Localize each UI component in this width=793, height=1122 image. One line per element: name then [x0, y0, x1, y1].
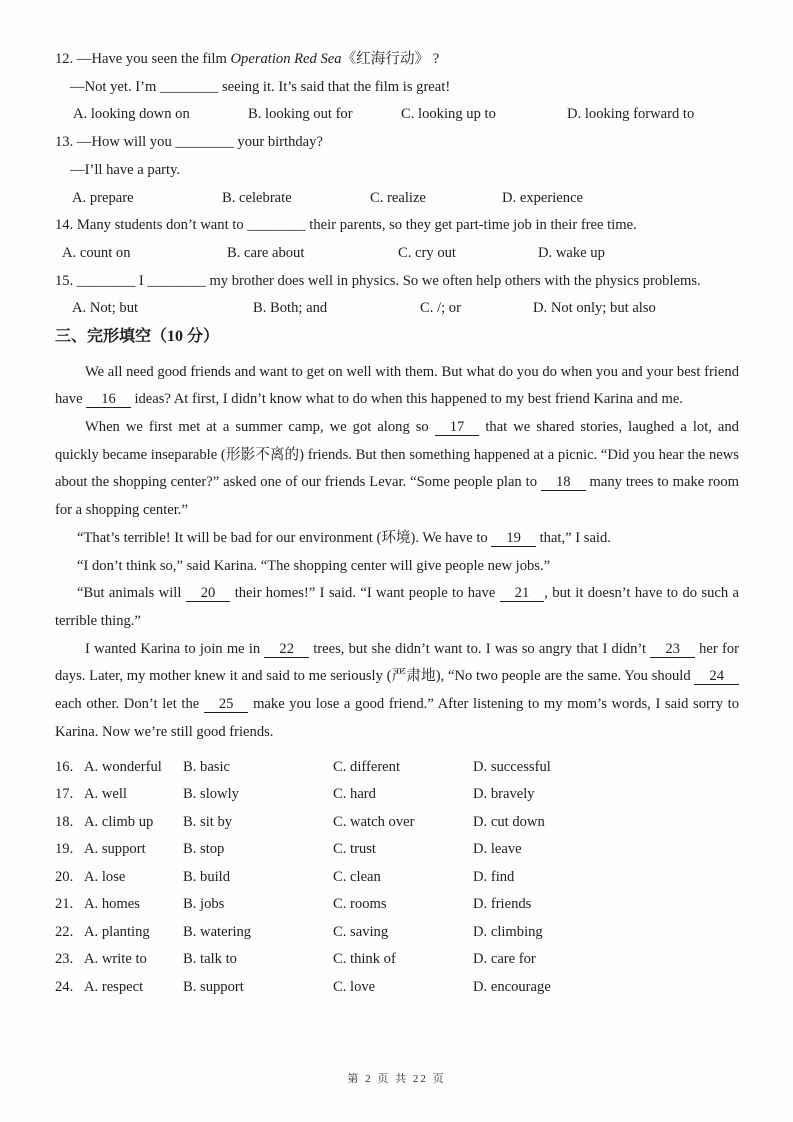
row-17-number: 17.	[55, 786, 74, 803]
blank-21: 21	[500, 585, 545, 602]
question-15-options	[55, 295, 739, 323]
q13-option-d: D. experience	[502, 189, 584, 206]
row-19-option-a: A. support	[84, 841, 146, 858]
blank-17: 17	[435, 419, 480, 436]
row-19-option-d: D. leave	[473, 841, 522, 858]
row-17-option-a: A. well	[84, 786, 127, 803]
cloze-options-row-18	[55, 809, 739, 837]
p5-text-2: their homes!” I said. “I want people to have	[230, 585, 500, 602]
row-23-option-c: C. think of	[333, 951, 396, 968]
row-23-option-b: B. talk to	[183, 951, 237, 968]
row-20-option-d: D. find	[473, 868, 515, 885]
row-24-option-c: C. love	[333, 978, 376, 995]
row-18-option-d: D. cut down	[473, 813, 545, 830]
cloze-paragraph-6	[55, 636, 739, 747]
blank-20: 20	[186, 585, 231, 602]
q15-option-d: D. Not only; but also	[533, 300, 656, 317]
q13-option-b: B. celebrate	[222, 189, 292, 206]
p1-text-1: We all need good friends and want to get on well with them. But what do you do when you and your best friend have	[55, 363, 739, 408]
cloze-options-row-19	[55, 836, 739, 864]
page-number-footer: 第 2 页 共 22 页	[347, 1073, 446, 1085]
p3-text-2: that,” I said.	[535, 529, 611, 546]
q12-option-c: C. looking up to	[401, 106, 496, 123]
row-20-option-b: B. build	[183, 868, 231, 885]
row-16-number: 16.	[55, 758, 74, 775]
q14-option-d: D. wake up	[538, 244, 605, 261]
row-20-option-c: C. clean	[333, 868, 381, 885]
q12-stem-text: 12. —Have you seen the film	[55, 51, 231, 67]
q12-stem-chinese-title: 《红海行动》 ?	[341, 51, 440, 67]
row-16-option-c: C. different	[333, 758, 401, 775]
row-19-option-c: C. trust	[333, 841, 376, 858]
row-21-option-d: D. friends	[473, 896, 532, 913]
q15-option-c: C. /; or	[420, 300, 461, 317]
cloze-section-title: 三、完形填空（10 分）	[55, 327, 220, 345]
p4-text-1: “I don’t think so,” said Karina. “The shopping center will give people new jobs.”	[77, 557, 551, 574]
p2-text-1: When we first met at a summer camp, we got along so	[85, 419, 435, 436]
blank-24: 24	[694, 668, 739, 685]
row-24-option-b: B. support	[183, 978, 244, 995]
q12-option-a: A. looking down on	[73, 106, 190, 123]
row-16-option-d: D. successful	[473, 758, 551, 775]
cloze-paragraph-4	[55, 553, 739, 581]
question-13-stem: 13. —How will you ________ your birthday?	[55, 134, 323, 151]
q14-option-b: B. care about	[227, 244, 305, 261]
row-16-option-a: A. wonderful	[84, 758, 162, 775]
row-22-option-a: A. planting	[84, 923, 150, 940]
row-16-option-b: B. basic	[183, 758, 231, 775]
p6-text-4: each other. Don’t let the	[55, 696, 204, 713]
cloze-paragraph-2	[55, 414, 739, 525]
cloze-options-row-17	[55, 781, 739, 809]
question-12-reply: —Not yet. I’m ________ seeing it. It’s said that the film is great!	[70, 78, 451, 95]
question-13-reply: —I’ll have a party.	[70, 161, 181, 178]
row-18-option-b: B. sit by	[183, 813, 233, 830]
cloze-paragraph-3	[55, 525, 739, 553]
q14-option-c: C. cry out	[398, 244, 456, 261]
row-21-option-b: B. jobs	[183, 896, 225, 913]
row-18-option-c: C. watch over	[333, 813, 415, 830]
row-17-option-c: C. hard	[333, 786, 376, 803]
q12-option-d: D. looking forward to	[567, 106, 695, 123]
row-20-number: 20.	[55, 868, 74, 885]
question-15-stem: 15. ________ I ________ my brother does well in physics. So we often help others with the physics problems.	[55, 272, 701, 289]
p6-text-5: make you lose a good friend.” After listening to my mom’s words, I said sorry to Karina. Now we’re still good friends.	[55, 696, 740, 740]
blank-25: 25	[204, 696, 249, 713]
cloze-paragraph-1	[55, 359, 739, 414]
blank-23: 23	[650, 641, 695, 658]
cloze-options-row-20	[55, 864, 739, 892]
q14-option-a: A. count on	[62, 244, 131, 261]
cloze-options-row-21	[55, 891, 739, 919]
question-13-options	[55, 185, 739, 213]
blank-19: 19	[491, 530, 536, 547]
row-23-option-d: D. care for	[473, 951, 536, 968]
blank-16: 16	[86, 391, 131, 408]
p5-text-3: , but it doesn’t have to do such a terrible thing.”	[55, 585, 739, 629]
row-20-option-a: A. lose	[84, 868, 126, 885]
row-18-number: 18.	[55, 813, 74, 830]
p6-text-1: I wanted Karina to join me in	[85, 640, 265, 657]
cloze-options-table	[55, 754, 739, 1002]
p1-text-2: ideas? At first, I didn’t know what to do when this happened to my best friend Karina and me.	[130, 391, 683, 408]
p2-text-3: many trees to make room for a shopping center.”	[55, 474, 739, 519]
cloze-options-row-24	[55, 974, 739, 1002]
blank-18: 18	[541, 474, 586, 491]
cloze-options-row-16	[55, 754, 739, 782]
p6-text-2: trees, but she didn’t want to. I was so angry that I didn’t	[309, 640, 651, 657]
q12-option-b: B. looking out for	[248, 106, 353, 123]
document-body	[55, 46, 739, 1001]
row-24-option-d: D. encourage	[473, 978, 551, 995]
row-19-option-b: B. stop	[183, 841, 225, 858]
row-22-number: 22.	[55, 923, 74, 940]
question-14-options	[55, 240, 739, 268]
row-22-option-d: D. climbing	[473, 923, 543, 940]
row-23-option-a: A. write to	[84, 951, 147, 968]
blank-22: 22	[264, 641, 309, 658]
q12-film-title: Operation Red Sea	[230, 51, 342, 67]
row-21-option-c: C. rooms	[333, 896, 387, 913]
p2-text-2: that we shared stories, laughed a lot, and quickly became inseparable (形影不离的) friends. But then something happened at a picnic. “Did you hear the news about the shopping center?” asked one of our friends Levar. “Some people plan to	[55, 419, 739, 491]
row-18-option-a: A. climb up	[84, 813, 154, 830]
row-23-number: 23.	[55, 951, 74, 968]
row-24-option-a: A. respect	[84, 978, 144, 995]
q15-option-b: B. Both; and	[253, 300, 328, 317]
question-14-stem: 14. Many students don’t want to ________ their parents, so they get part-time job in their free time.	[55, 217, 637, 234]
row-21-option-a: A. homes	[84, 896, 140, 913]
cloze-paragraph-5	[55, 580, 739, 635]
row-19-number: 19.	[55, 841, 74, 858]
q13-option-a: A. prepare	[72, 189, 134, 206]
question-12-stem	[55, 46, 739, 74]
row-22-option-b: B. watering	[183, 923, 252, 940]
q13-option-c: C. realize	[370, 189, 426, 206]
p6-text-3: her for days. Later, my mother knew it and said to me seriously (严肃地), “No two people are the same. You should	[55, 640, 739, 685]
row-22-option-c: C. saving	[333, 923, 389, 940]
p5-text-1: “But animals will	[77, 585, 186, 602]
question-12-options	[55, 101, 739, 129]
cloze-options-row-23	[55, 946, 739, 974]
cloze-options-row-22	[55, 919, 739, 947]
p3-text-1: “That’s terrible! It will be bad for our environment (环境). We have to	[77, 529, 492, 546]
row-24-number: 24.	[55, 978, 74, 995]
row-21-number: 21.	[55, 896, 74, 913]
q15-option-a: A. Not; but	[72, 300, 139, 317]
row-17-option-b: B. slowly	[183, 786, 239, 803]
row-17-option-d: D. bravely	[473, 786, 535, 803]
